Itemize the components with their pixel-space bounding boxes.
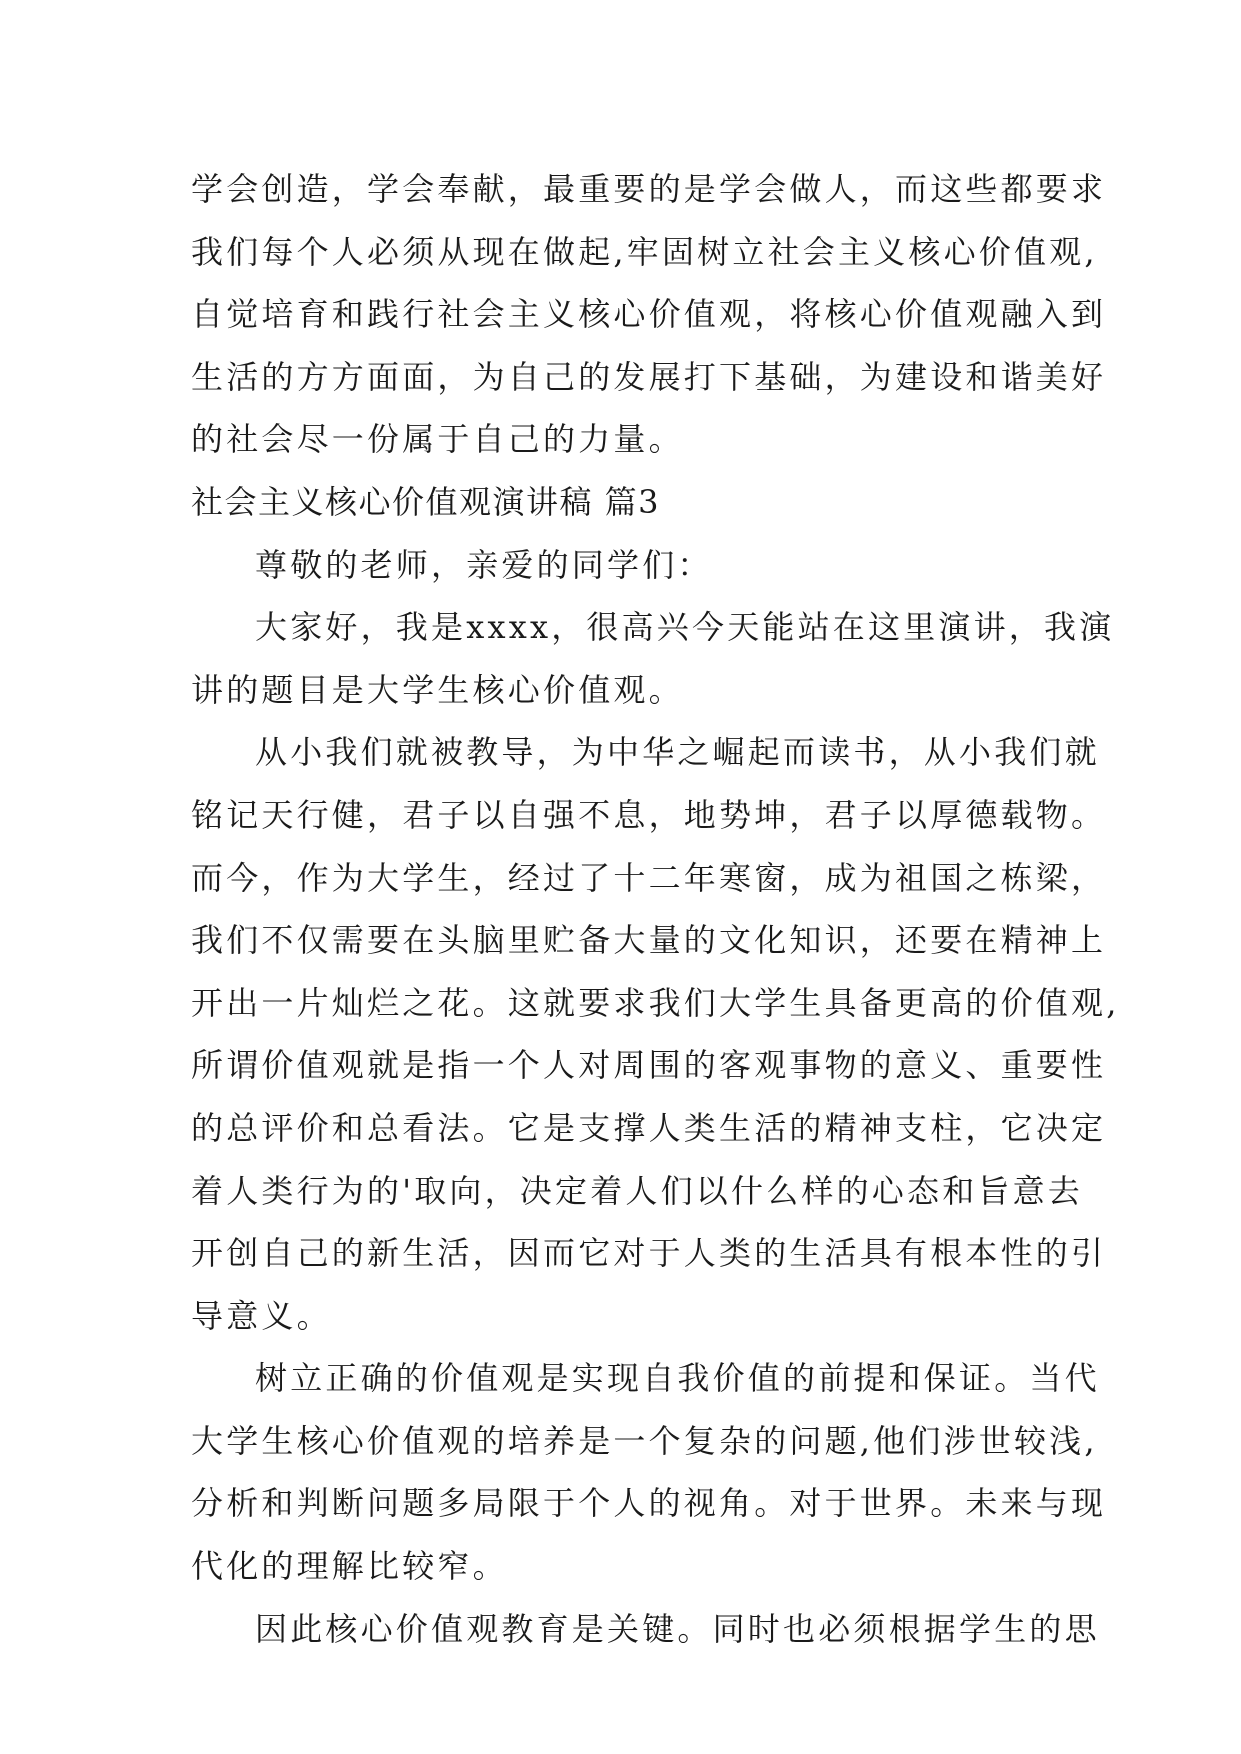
text-line: 分析和判断问题多局限于个人的视角。对于世界。未来与现: [191, 1484, 1107, 1523]
text-line: 而今，作为大学生，经过了十二年寒窗，成为祖国之栋梁，: [191, 858, 1107, 897]
text-line: 生活的方方面面，为自己的发展打下基础，为建设和谐美好: [191, 357, 1107, 396]
document-body: [191, 158, 1120, 1660]
text-line: 导意义。: [191, 1296, 332, 1335]
text-line: 的社会尽一份属于自己的力量。: [191, 420, 684, 459]
text-line: 代化的理解比较窄。: [191, 1547, 508, 1586]
section-heading: 社会主义核心价值观演讲稿 篇3: [191, 482, 661, 521]
text-line: 自觉培育和践行社会主义核心价值观，将核心价值观融入到: [191, 295, 1107, 334]
text-line: 大学生核心价值观的培养是一个复杂的问题,他们涉世较浅,: [191, 1421, 1098, 1460]
text-line: 尊敬的老师，亲爱的同学们：: [255, 545, 713, 584]
text-line: 讲的题目是大学生核心价值观。: [191, 670, 684, 709]
text-line: 开出一片灿烂之花。这就要求我们大学生具备更高的价值观,: [191, 983, 1120, 1022]
text-line: 铭记天行健，君子以自强不息，地势坤，君子以厚德载物。: [191, 795, 1107, 834]
text-line: 开创自己的新生活，因而它对于人类的生活具有根本性的引: [191, 1234, 1107, 1273]
text-line: 的总评价和总看法。它是支撑人类生活的精神支柱，它决定: [191, 1108, 1107, 1147]
text-line: 树立正确的价值观是实现自我价值的前提和保证。当代: [255, 1359, 1100, 1398]
text-line: 从小我们就被教导，为中华之崛起而读书，从小我们就: [255, 733, 1100, 772]
text-line: 我们每个人必须从现在做起,牢固树立社会主义核心价值观,: [191, 232, 1098, 271]
text-line: 因此核心价值观教育是关键。同时也必须根据学生的思: [255, 1609, 1100, 1648]
text-line: 我们不仅需要在头脑里贮备大量的文化知识，还要在精神上: [191, 921, 1107, 960]
text-line: 所谓价值观就是指一个人对周围的客观事物的意义、重要性: [191, 1046, 1107, 1085]
text-line: 着人类行为的'取向，决定着人们以什么样的心态和旨意去: [191, 1171, 1083, 1210]
text-line: 大家好，我是xxxx，很高兴今天能站在这里演讲，我演: [255, 608, 1115, 647]
text-line: 学会创造，学会奉献，最重要的是学会做人，而这些都要求: [191, 170, 1107, 208]
